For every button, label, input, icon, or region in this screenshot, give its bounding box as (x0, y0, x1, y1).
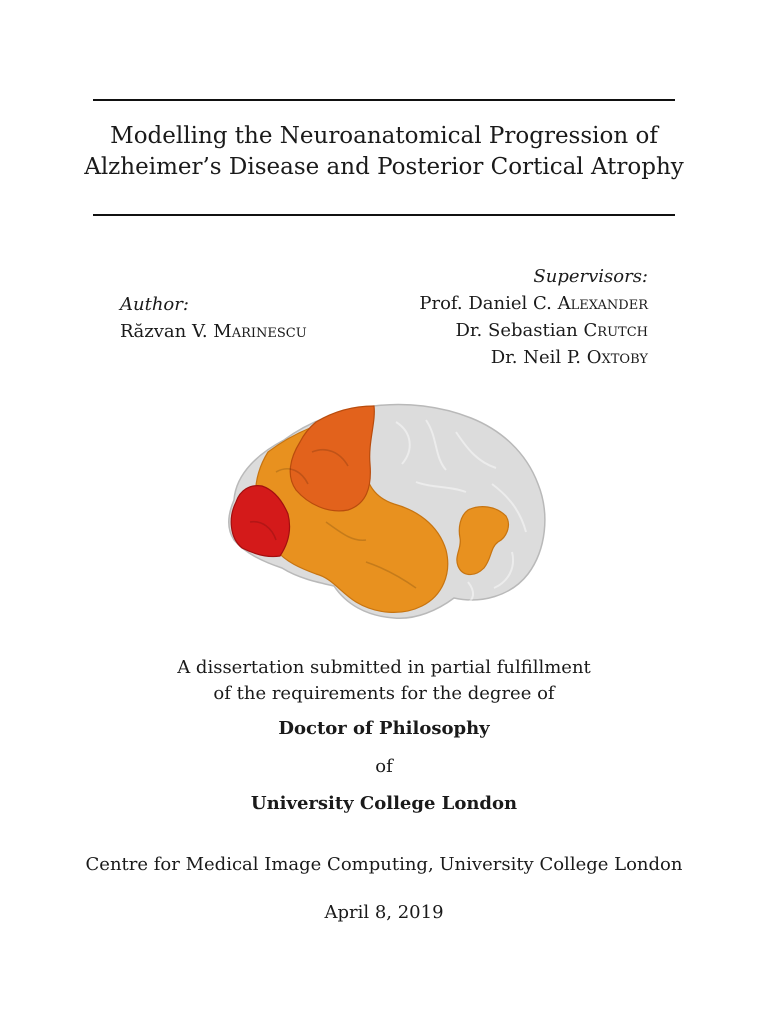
supervisor-2 (419, 317, 648, 344)
supervisor-3-surname: Oxtoby (586, 347, 648, 368)
author-name (120, 318, 307, 345)
dissertation-statement (60, 655, 708, 707)
dissertation-line-1: A dissertation submitted in partial fulfillment (177, 657, 591, 678)
supervisor-3 (419, 344, 648, 371)
of-text: of (375, 756, 393, 777)
degree-name: Doctor of Philosophy (278, 718, 490, 739)
supervisor-1-prefix: Prof. Daniel C. (419, 293, 552, 314)
supervisor-2-surname: Crutch (583, 320, 648, 341)
brain-dark-orange-region (290, 406, 374, 511)
author-label: Author: (120, 294, 189, 315)
supervisor-1 (419, 290, 648, 317)
university-name: University College London (250, 793, 518, 814)
department-name: Centre for Medical Image Computing, University College London (85, 854, 683, 875)
thesis-title (60, 121, 708, 183)
title-line-2: Alzheimer’s Disease and Posterior Cortical Atrophy (84, 154, 684, 180)
supervisor-3-prefix: Dr. Neil P. (490, 347, 582, 368)
top-rule (93, 99, 675, 101)
brain-figure (216, 392, 552, 624)
author-given-name: Răzvan V. (120, 321, 208, 342)
dissertation-line-2: of the requirements for the degree of (213, 683, 555, 704)
author-surname: Marinescu (213, 321, 307, 342)
submission-date: April 8, 2019 (324, 902, 444, 923)
supervisors-label: Supervisors: (533, 266, 648, 287)
bottom-rule (93, 214, 675, 216)
supervisor-2-prefix: Dr. Sebastian (455, 320, 578, 341)
supervisor-1-surname: Alexander (557, 293, 648, 314)
title-line-1: Modelling the Neuroanatomical Progression of (110, 123, 658, 149)
author-block (120, 291, 307, 345)
supervisors-block (419, 263, 648, 371)
